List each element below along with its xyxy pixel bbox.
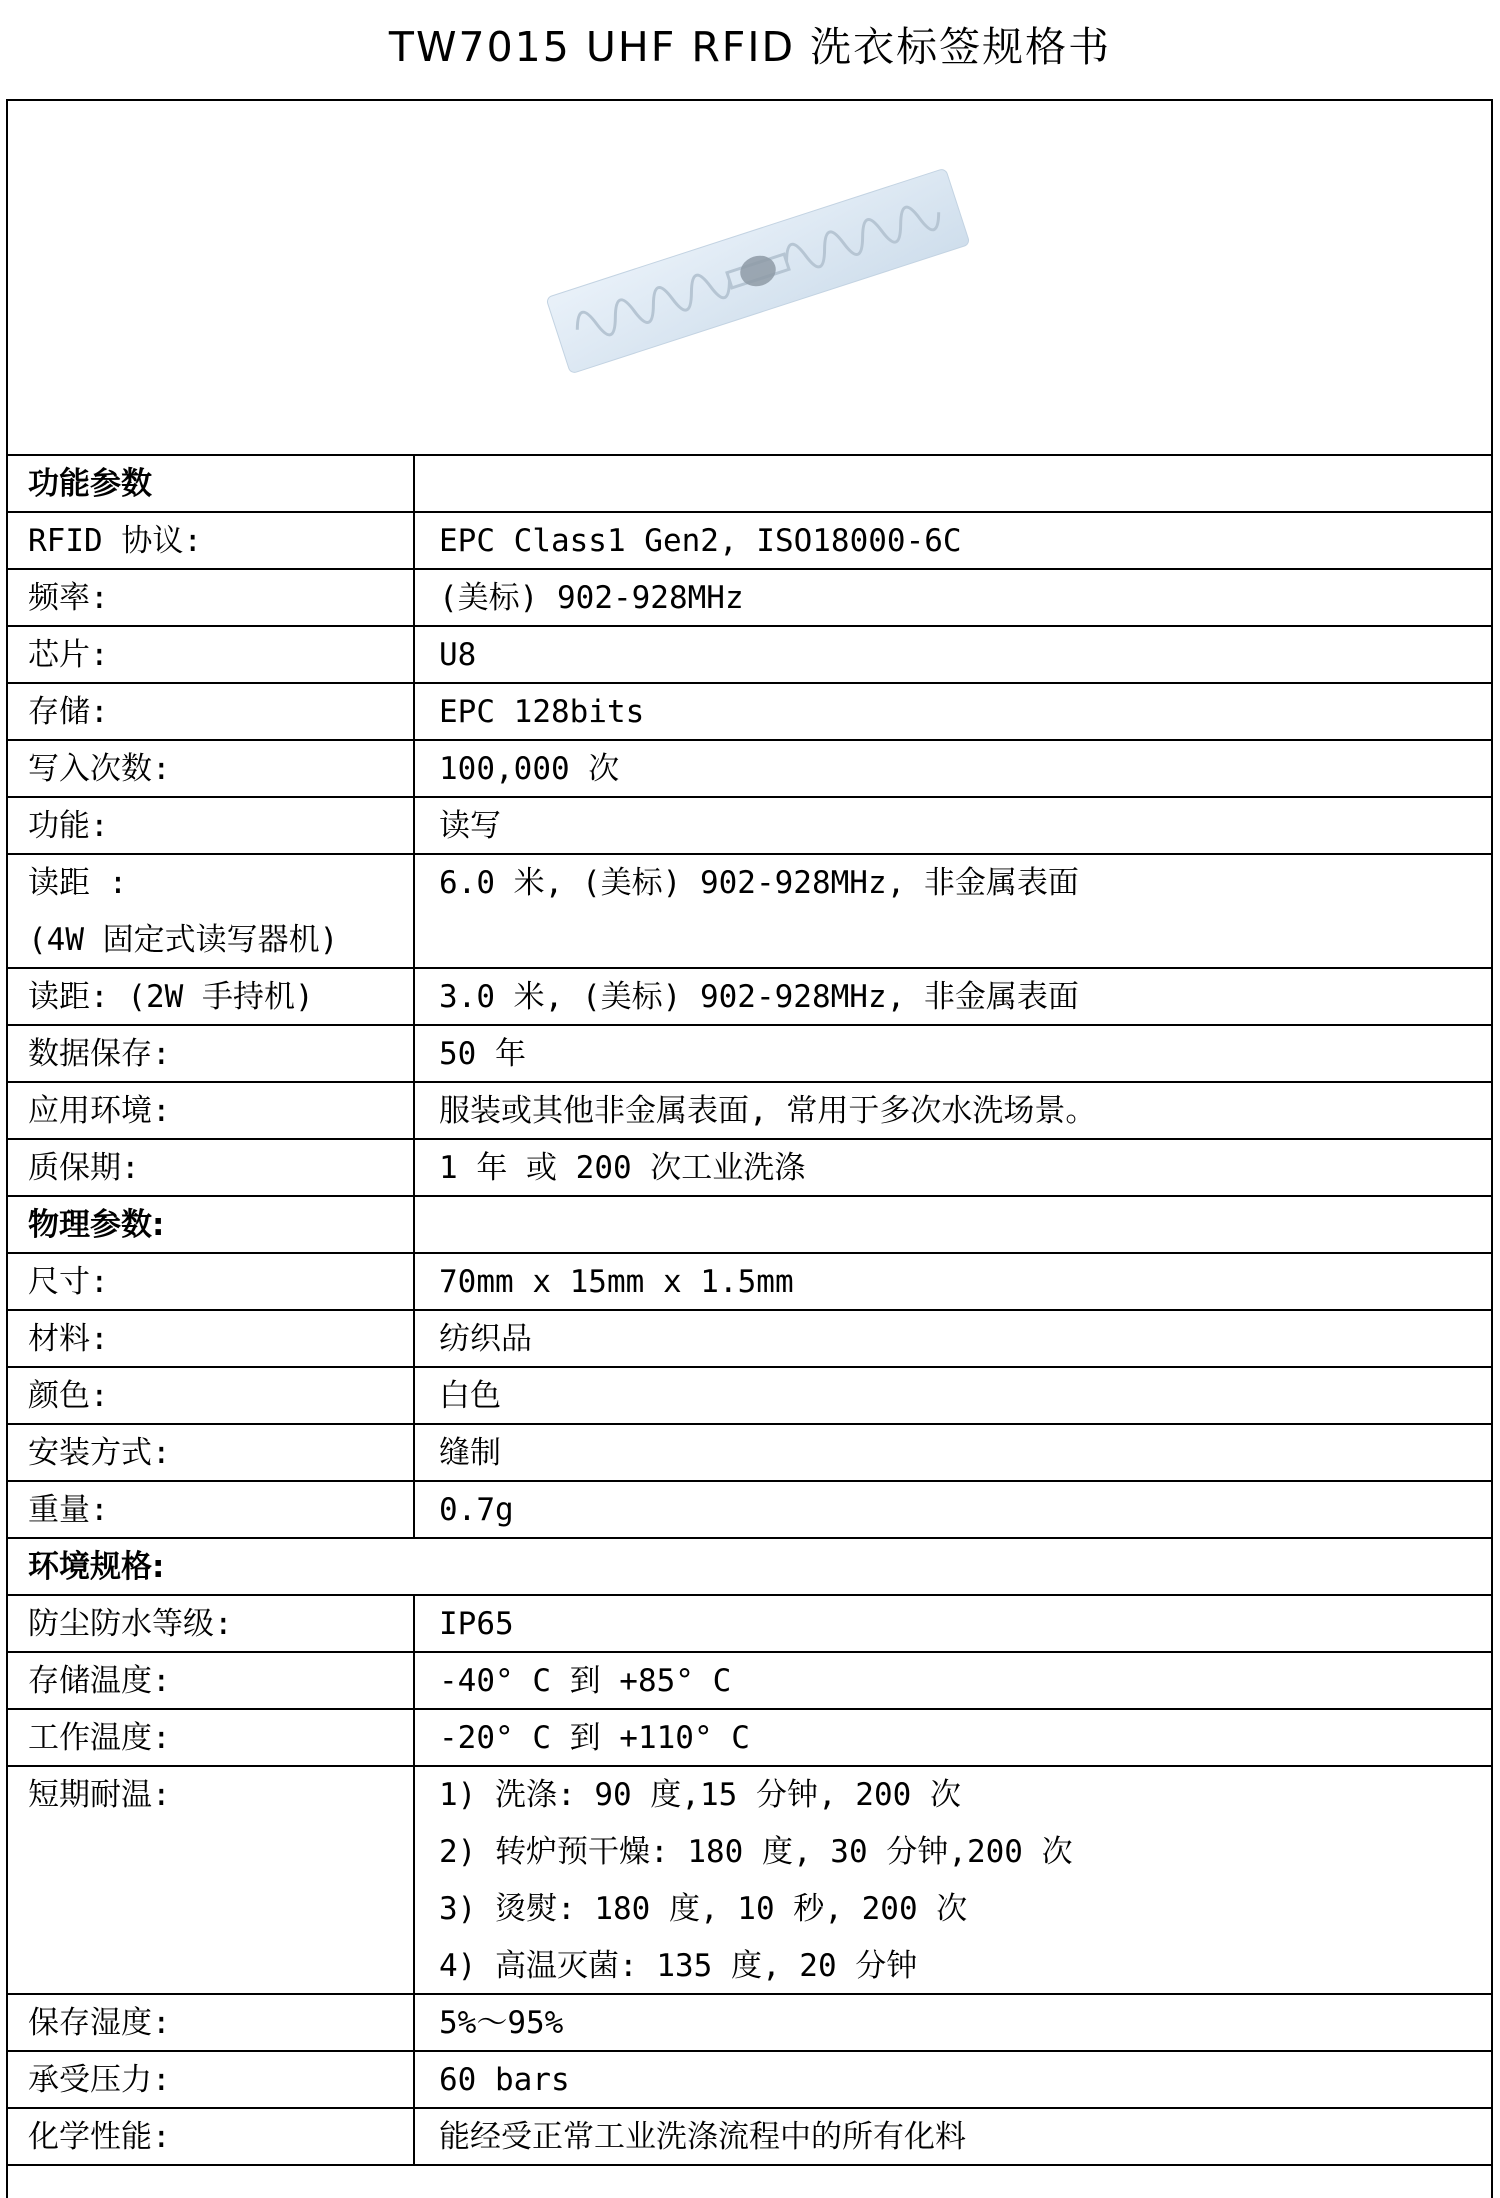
spec-label-cell [8, 1425, 415, 1480]
spec-label-cell [8, 1482, 415, 1537]
spec-row [8, 1368, 1491, 1425]
spec-label-cell [8, 1653, 415, 1708]
section-heading-row [8, 456, 1491, 513]
section-heading: 物理参数: [28, 1207, 165, 1243]
spec-label: 读距 : [28, 865, 128, 901]
spec-value: 60 bars [439, 2062, 570, 2098]
spec-row [8, 513, 1491, 570]
spec-label-cell [8, 513, 415, 568]
spec-label: (4W 固定式读写器机) [28, 922, 339, 958]
spec-label: 重量: [28, 1492, 109, 1528]
spec-row [8, 1254, 1491, 1311]
spec-label: 数据保存: [28, 1036, 171, 1072]
spec-label-cell [8, 570, 415, 625]
spec-value: 缝制 [439, 1435, 501, 1471]
spec-value: 服装或其他非金属表面, 常用于多次水洗场景。 [439, 1093, 1097, 1129]
spec-value: 1) 洗涤: 90 度,15 分钟, 200 次 [439, 1777, 961, 1813]
spec-label: 应用环境: [28, 1093, 171, 1129]
section-heading-empty-cell [415, 456, 1491, 511]
spec-label-cell [8, 855, 415, 967]
spec-label: 读距: (2W 手持机) [28, 979, 314, 1015]
spec-value-cell [415, 855, 1491, 967]
spec-label: 芯片: [28, 637, 109, 673]
spec-value: 5%～95% [439, 2005, 564, 2041]
spec-value-cell [415, 1653, 1491, 1708]
section-heading-row [8, 1197, 1491, 1254]
spec-label-cell [8, 1596, 415, 1651]
spec-row [8, 1596, 1491, 1653]
spec-value-cell [415, 1368, 1491, 1423]
spec-value-cell [415, 969, 1491, 1024]
spec-value: -40° C 到 +85° C [439, 1663, 732, 1699]
spec-value-cell [415, 1710, 1491, 1765]
spec-value: 6.0 米, (美标) 902-928MHz, 非金属表面 [439, 865, 1079, 901]
spec-row [8, 1710, 1491, 1767]
spec-row [8, 1653, 1491, 1710]
spec-value-cell [415, 1596, 1491, 1651]
spec-label: 颜色: [28, 1378, 109, 1414]
spec-row [8, 741, 1491, 798]
spec-value-cell [415, 1254, 1491, 1309]
spec-value: 白色 [439, 1378, 501, 1414]
spec-label: 安装方式: [28, 1435, 171, 1471]
spec-table [6, 99, 1493, 2198]
section-heading-cell [8, 1539, 1491, 1594]
spec-row [8, 570, 1491, 627]
spec-value: 3) 烫熨: 180 度, 10 秒, 200 次 [439, 1891, 968, 1927]
spec-row [8, 969, 1491, 1026]
spec-value: 0.7g [439, 1492, 514, 1528]
spec-label: 短期耐温: [28, 1777, 171, 1813]
spec-label-cell [8, 684, 415, 739]
spec-value: 4) 高温灭菌: 135 度, 20 分钟 [439, 1948, 918, 1984]
spec-label: 保存湿度: [28, 2005, 171, 2041]
spec-row [8, 1482, 1491, 1539]
spec-value: 读写 [439, 808, 501, 844]
spec-row [8, 1311, 1491, 1368]
spec-label-cell [8, 2109, 415, 2164]
section-heading-row [8, 1539, 1491, 1596]
spec-row [8, 2109, 1491, 2166]
section-heading-empty-cell [415, 1197, 1491, 1252]
spec-row [8, 1995, 1491, 2052]
rfid-laundry-tag-image [528, 151, 988, 391]
spec-value-cell [415, 741, 1491, 796]
spec-label: RFID 协议: [28, 523, 202, 559]
spec-value: IP65 [439, 1606, 514, 1642]
spec-value-cell [415, 1026, 1491, 1081]
spec-row [8, 798, 1491, 855]
spec-value-cell [415, 1482, 1491, 1537]
section-heading: 功能参数 [28, 466, 152, 502]
spec-value: U8 [439, 637, 477, 673]
spec-label: 质保期: [28, 1150, 140, 1186]
spec-label-cell [8, 798, 415, 853]
spec-value-cell [415, 1425, 1491, 1480]
spec-value-cell [415, 1140, 1491, 1195]
spec-value-cell [415, 1995, 1491, 2050]
spec-label-cell [8, 2052, 415, 2107]
spec-value: 1 年 或 200 次工业洗涤 [439, 1150, 806, 1186]
spec-value: 2) 转炉预干燥: 180 度, 30 分钟,200 次 [439, 1834, 1073, 1870]
spec-value-cell [415, 1311, 1491, 1366]
spec-label: 工作温度: [28, 1720, 171, 1756]
spec-value: 纺织品 [439, 1321, 532, 1357]
spec-label: 存储温度: [28, 1663, 171, 1699]
spec-row [8, 684, 1491, 741]
spec-value-cell [415, 2052, 1491, 2107]
spec-label-cell [8, 1710, 415, 1765]
spec-row [8, 855, 1491, 969]
spec-label-cell [8, 969, 415, 1024]
spec-label: 尺寸: [28, 1264, 109, 1300]
spec-value-cell [415, 684, 1491, 739]
spec-label: 材料: [28, 1321, 109, 1357]
spec-value: EPC Class1 Gen2, ISO18000-6C [439, 523, 962, 559]
spec-label: 承受压力: [28, 2062, 171, 2098]
spec-label-cell [8, 1767, 415, 1993]
spec-row [8, 2052, 1491, 2109]
section-heading: 环境规格: [28, 1549, 165, 1585]
spec-value-cell [415, 513, 1491, 568]
spec-label-cell [8, 627, 415, 682]
spec-value: 能经受正常工业洗涤流程中的所有化料 [439, 2119, 966, 2155]
spec-label-cell [8, 1311, 415, 1366]
spec-label: 防尘防水等级: [28, 1606, 233, 1642]
spec-row [8, 1767, 1491, 1995]
spec-row [8, 1425, 1491, 1482]
spec-value: 50 年 [439, 1036, 526, 1072]
section-heading-cell [8, 456, 415, 511]
spec-value: 100,000 次 [439, 751, 620, 787]
spec-value: 3.0 米, (美标) 902-928MHz, 非金属表面 [439, 979, 1079, 1015]
spec-label: 写入次数: [28, 751, 171, 787]
spec-value: EPC 128bits [439, 694, 645, 730]
spec-value: (美标) 902-928MHz [439, 580, 744, 616]
spec-label-cell [8, 1026, 415, 1081]
spec-label: 存储: [28, 694, 109, 730]
spec-row [8, 1026, 1491, 1083]
spec-label: 功能: [28, 808, 109, 844]
spec-row [8, 627, 1491, 684]
spec-value-cell [415, 627, 1491, 682]
spec-row [8, 1083, 1491, 1140]
spec-value: 70mm x 15mm x 1.5mm [439, 1264, 794, 1300]
spec-value-cell [415, 2109, 1491, 2164]
spec-label: 频率: [28, 580, 109, 616]
spec-label-cell [8, 1083, 415, 1138]
spec-label-cell [8, 741, 415, 796]
spec-value-cell [415, 570, 1491, 625]
spec-rows [8, 456, 1491, 2166]
page-title: TW7015 UHF RFID 洗衣标签规格书 [388, 23, 1112, 71]
spec-label-cell [8, 1368, 415, 1423]
spec-label-cell [8, 1995, 415, 2050]
spec-label-cell [8, 1254, 415, 1309]
spec-value-cell [415, 798, 1491, 853]
spec-label: 化学性能: [28, 2119, 171, 2155]
section-heading-cell [8, 1197, 415, 1252]
spec-value-cell [415, 1767, 1491, 1993]
product-image-cell [8, 101, 1491, 456]
spec-value-cell [415, 1083, 1491, 1138]
spec-value: -20° C 到 +110° C [439, 1720, 750, 1756]
spec-row [8, 1140, 1491, 1197]
spec-label-cell [8, 1140, 415, 1195]
